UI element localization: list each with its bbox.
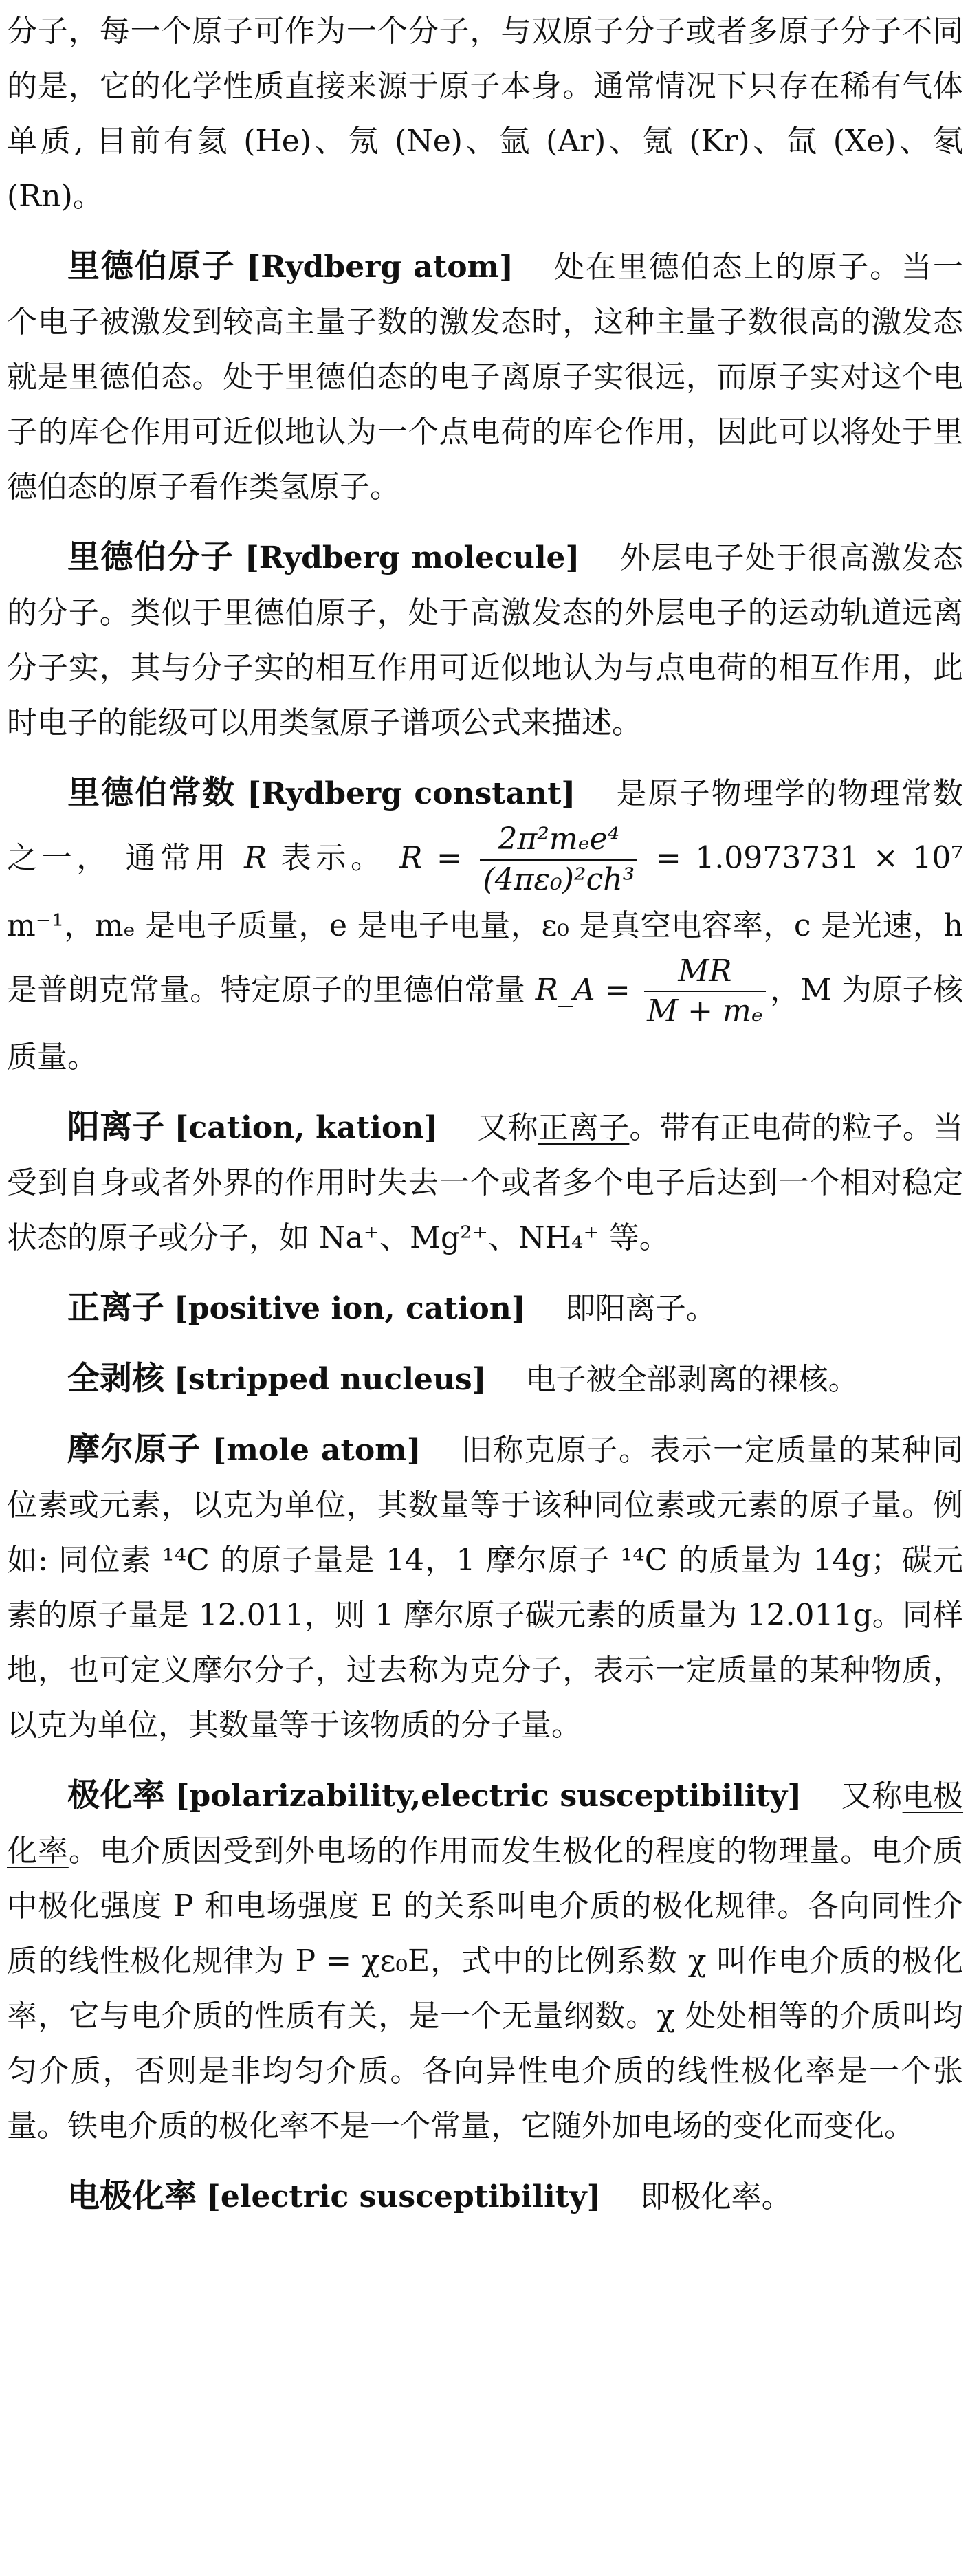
continued-text: 分子，每一个原子可作为一个分子，与双原子分子或者多原子分子不同的是，它的化学性质直接来源于原子本身。通常情况下只存在稀有气体单质, 目前有氦 (He)、氖 (Ne)、氩 (Ar)、氪 (Kr)、氙 (Xe)、氡 (Rn)。: [7, 14, 963, 214]
rydberg-formula-fraction: [480, 822, 637, 899]
continued-paragraph: [7, 4, 963, 224]
term-chinese: 里德伯原子: [67, 247, 236, 285]
entry-rydberg-constant: [7, 766, 963, 1085]
definition-text: 处在里德伯态上的原子。当一个电子被激发到较高主量子数的激发态时，这种主量子数很高的激发态就是里德伯态。处于里德伯态的电子离原子实很远，而原子实对这个电子的库仑作用可近似地认为一个点电荷的库仑作用，因此可以将处于里德伯态的原子看作类氢原子。: [7, 250, 964, 505]
term-chinese: 里德伯分子: [67, 538, 234, 576]
cross-reference-link[interactable]: 电极化率: [7, 1779, 964, 1869]
definition-text: 是原子物理学的物理常数之一， 通常用: [7, 776, 963, 876]
term-english: [positive ion, cation]: [174, 1291, 526, 1327]
specific-rydberg-fraction: [644, 954, 766, 1031]
entry-cation: [7, 1100, 963, 1266]
definition-text: 。带有正电荷的粒子。当受到自身或者外界的作用时失去一个或者多个电子后达到一个相对稳定状态的原子或分子，如 Na⁺、Mg²⁺、NH₄⁺ 等。: [7, 1110, 964, 1256]
entry-polarizability: [7, 1768, 963, 2154]
definition-text: mₑ 是电子质量，e 是电子电量，ε₀ 是真空电容率，c 是光速，h 是普朗克常量。特定原子的里德伯常量: [7, 907, 964, 1007]
term-english: [mole atom]: [212, 1433, 421, 1468]
definition-text: 旧称克原子。表示一定质量的某种同位素或元素，以克为单位，其数量等于该种同位素或元素的原子量。例如: 同位素 ¹⁴C 的原子量是 14，1 摩尔原子 ¹⁴C 的质量为 14g；碳元素的原子量是 12.011，则 1 摩尔原子碳元素的质量为 12.011g。同样地，也可定义摩尔分子，过去称为克分子，表示一定质量的某种物质，以克为单位，其数量等于该物质的分子量。: [7, 1433, 964, 1743]
definition-text: ，M 为原子核质量。: [7, 971, 963, 1075]
entry-rydberg-molecule: [7, 530, 963, 751]
term-english: [stripped nucleus]: [174, 1362, 487, 1398]
term-english: [polarizability,electric susceptibility]: [175, 1779, 802, 1814]
term-chinese: 正离子: [67, 1289, 164, 1328]
term-english: [Rydberg molecule]: [244, 540, 580, 575]
fraction-denominator: M + mₑ: [647, 993, 763, 1029]
definition-text: 即极化率。: [640, 2179, 792, 2215]
definition-text: 又称: [841, 1779, 903, 1814]
entry-electric-susceptibility: [7, 2169, 963, 2225]
term-chinese: 摩尔原子: [67, 1431, 201, 1469]
term-chinese: 里德伯常数: [67, 774, 236, 812]
definition-text: 电子被全部剥离的裸核。: [525, 1362, 859, 1398]
entry-rydberg-atom: [7, 239, 963, 515]
term-chinese: 全剥核: [67, 1360, 164, 1398]
dictionary-page: [7, 4, 963, 2240]
symbol-r: R: [243, 840, 267, 876]
rydberg-value: = 1.0973731 × 10⁷ m⁻¹，: [7, 840, 963, 943]
definition-text: 即阳离子。: [564, 1291, 716, 1327]
fraction-numerator: MR: [644, 954, 766, 993]
entry-mole-atom: [7, 1422, 963, 1753]
fraction-numerator: 2π²mₑe⁴: [480, 822, 637, 861]
term-english: [Rydberg atom]: [246, 250, 514, 285]
cross-reference-link[interactable]: 正离子: [538, 1110, 630, 1146]
equation-lhs: R =: [399, 840, 462, 876]
definition-text: 。电介质因受到外电场的作用而发生极化的程度的物理量。电介质中极化强度 P 和电场强度 E 的关系叫电介质的极化规律。各向同性介质的线性极化规律为 P = χε₀E，式中的比例系数 χ 叫作电介质的极化率，它与电介质的性质有关，是一个无量纲数。χ 处处相等的介质叫均匀介质，否则是非均匀介质。各向异性电介质的线性极化率是一个张量。铁电介质的极化率不是一个常量，它随外加电场的变化而变化。: [7, 1834, 964, 2144]
term-english: [Rydberg constant]: [247, 776, 576, 811]
equation-lhs: R_A =: [535, 971, 630, 1007]
definition-text: 又称: [477, 1110, 538, 1146]
definition-text: 外层电子处于很高激发态的分子。类似于里德伯原子，处于高激发态的外层电子的运动轨道远离分子实，其与分子实的相互作用可近似地认为与点电荷的相互作用，此时电子的能级可以用类氢原子谱项公式来描述。: [7, 540, 963, 740]
entry-stripped-nucleus: [7, 1352, 963, 1407]
term-english: [electric susceptibility]: [206, 2179, 602, 2215]
entry-positive-ion: [7, 1281, 963, 1336]
fraction-denominator: (4πε₀)²ch³: [483, 861, 635, 897]
term-chinese: 阳离子: [67, 1108, 165, 1147]
term-chinese: 极化率: [67, 1776, 166, 1815]
definition-text: 表示。: [267, 840, 386, 876]
term-chinese: 电极化率: [67, 2177, 197, 2216]
term-english: [cation, kation]: [174, 1110, 439, 1146]
